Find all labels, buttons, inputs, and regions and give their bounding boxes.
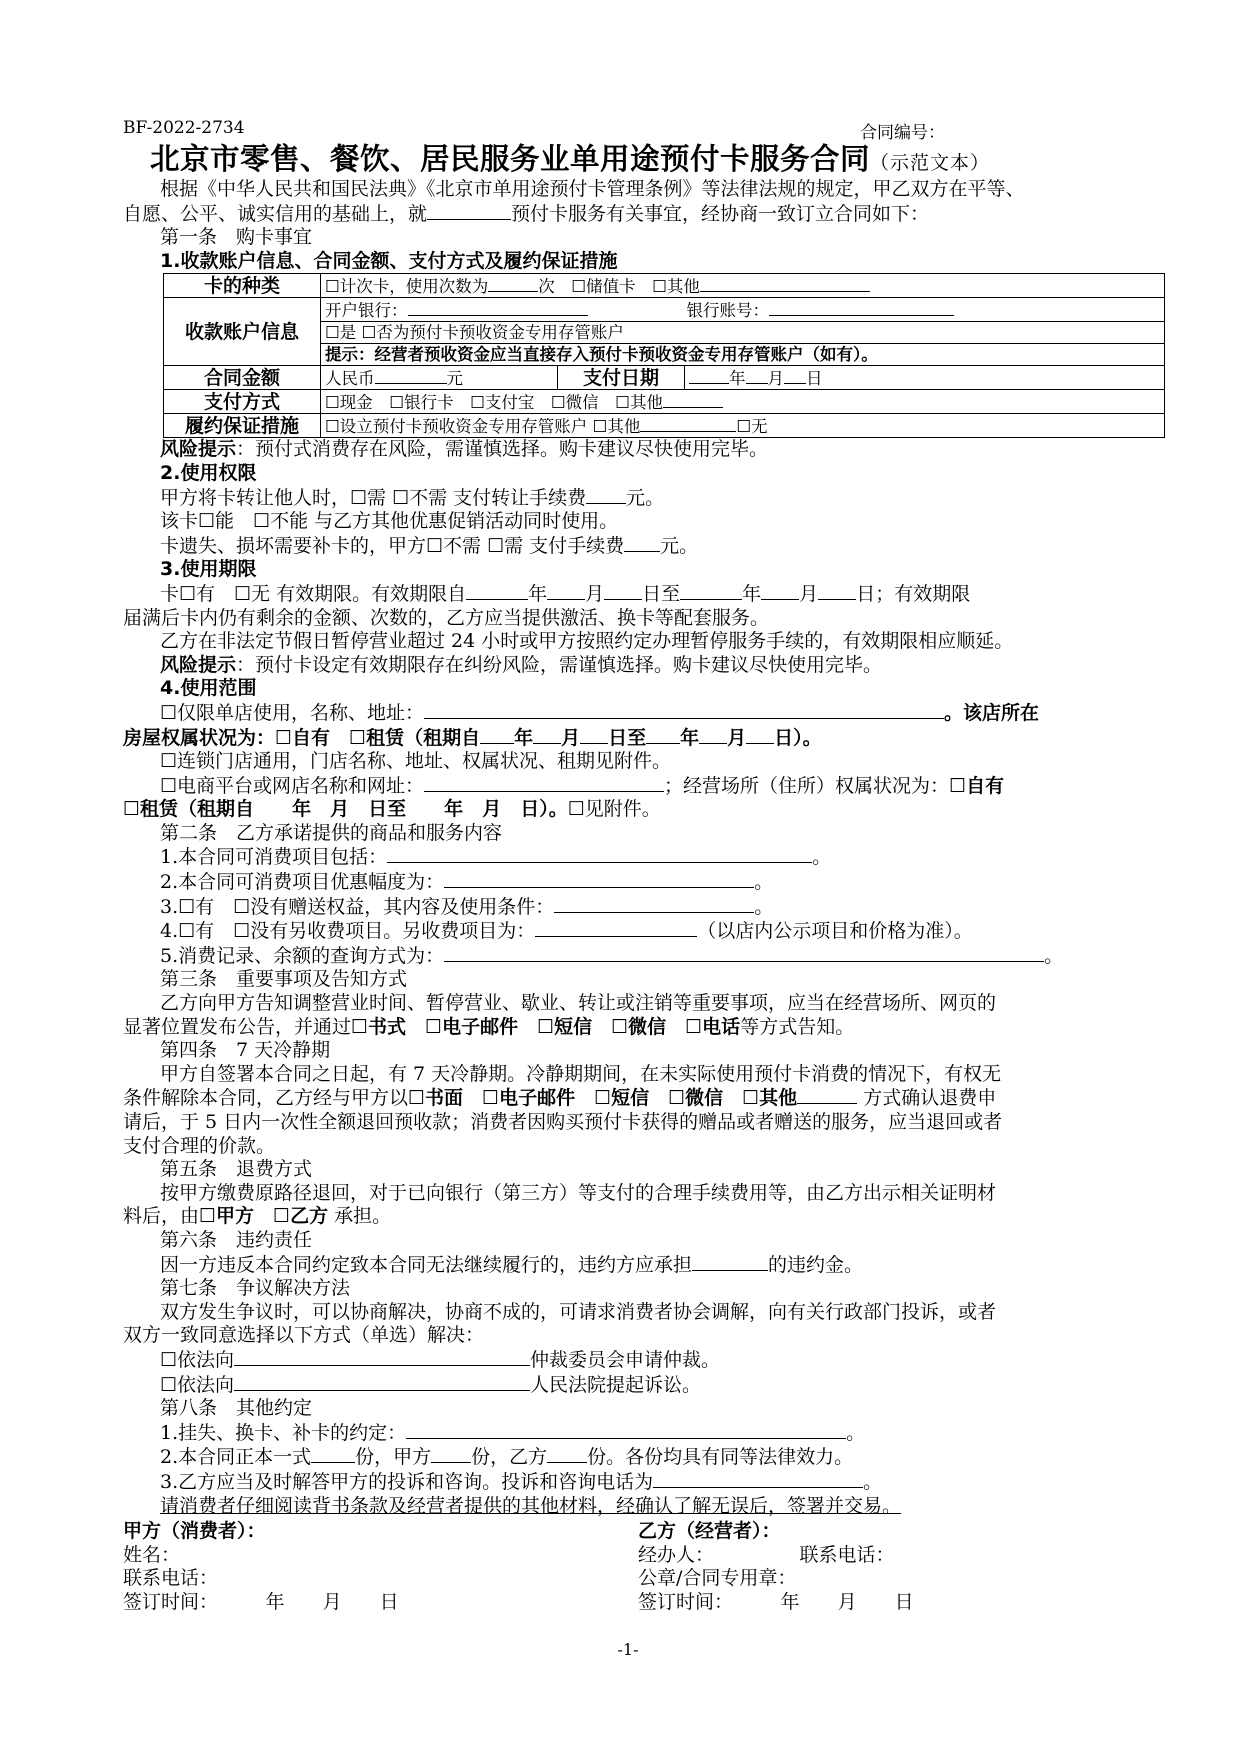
preamble-line-1: 根据《中华人民共和国民法典》《北京市单用途预付卡管理条例》等法律法规的规定，甲乙双方在平等、 (160, 178, 1025, 200)
pay-method-value: ☐现金 ☐银行卡 ☐支付宝 ☐微信 ☐其他 (321, 390, 1165, 414)
escrow-option: ☐是 ☐否为预付卡预收资金专用存管账户 (321, 322, 1165, 344)
title-sub: （示范文本） (870, 152, 991, 174)
consumer-notice: 请消费者仔细阅读背书条款及经营者提供的其他材料，经确认了解无误后，签署并交易。 (160, 1494, 902, 1517)
scope-line-3: ☐连锁门店通用，门店名称、地址、权属状况、租期见附件。 (160, 750, 672, 773)
usage-rule-2: 该卡☐能 ☐不能 与乙方其他优惠促销活动同时使用。 (160, 510, 619, 533)
scope-line-5: ☐租赁（租期自 年 月 日至 年 月 日）。☐见附件。 (123, 798, 661, 821)
party-a-name[interactable]: 姓名： (123, 1543, 181, 1566)
preamble-line-2: 自愿、公平、诚实信用的基础上，就 预付卡服务有关事宜，经协商一致订立合同如下： (123, 202, 930, 225)
blank-field[interactable] (554, 895, 754, 913)
amount-label: 合同金额 (164, 366, 321, 390)
amount-value: 人民币 元 (321, 366, 558, 390)
bank-name-field[interactable] (408, 298, 588, 316)
document-code: BF-2022-2734 (123, 118, 245, 138)
dispute-line-2: 双方一致同意选择以下方式（单选）解决： (123, 1324, 485, 1347)
cooling-line-3: 请后，于 5 日内一次性全额退回预收款；消费者因购买预付卡获得的赠品或者赠送的服务，应当退回或者 (123, 1111, 1003, 1133)
table-row (164, 298, 1165, 322)
party-a-date[interactable]: 签订时间： 年 月 日 (123, 1590, 399, 1613)
section-1-2-title: 2.使用权限 (160, 461, 257, 484)
blank-field[interactable] (480, 726, 514, 744)
card-type-label: 卡的种类 (164, 274, 321, 298)
service-item-3: 3.☐有 ☐没有赠送权益，其内容及使用条件： 。 (160, 895, 774, 918)
notice-line-1: 乙方向甲方告知调整营业时间、暂停营业、歇业、转让或注销等重要事项，应当在经营场所、网页的 (160, 992, 997, 1015)
blank-field[interactable] (406, 1421, 846, 1439)
blank-field[interactable] (424, 774, 664, 792)
party-a-signature (123, 1520, 399, 1614)
blank-field[interactable] (818, 582, 856, 600)
blank-field[interactable] (624, 534, 660, 552)
card-type-value: ☐计次卡，使用次数为 次 ☐储值卡 ☐其他 (321, 274, 1165, 298)
party-a-phone[interactable]: 联系电话： (123, 1567, 219, 1590)
dispute-line-1: 双方发生争议时，可以协商解决，协商不成的，可请求消费者协会调解，向有关行政部门投诉，或者 (160, 1300, 997, 1323)
payment-info-table (163, 273, 1165, 438)
amount-field[interactable] (375, 366, 447, 384)
guarantee-label: 履约保证措施 (164, 414, 321, 438)
dispute-option-1: ☐依法向 仲裁委员会申请仲裁。 (160, 1348, 721, 1371)
blank-field[interactable] (427, 202, 511, 220)
dispute-option-2: ☐依法向 人民法院提起诉讼。 (160, 1373, 702, 1396)
section-1-3-title: 3.使用期限 (160, 558, 257, 581)
bank-row: 开户银行： 银行账号： (321, 298, 1165, 322)
party-b-seal[interactable]: 公章/合同专用章： (638, 1567, 797, 1590)
validity-line-3: 乙方在非法定节假日暂停营业超过 24 小时或甲方按照约定办理暂停服务手续的，有效期限相应顺延。 (160, 630, 1014, 653)
table-row (164, 390, 1165, 414)
blank-field[interactable] (444, 870, 754, 888)
blank-field[interactable] (797, 1086, 857, 1104)
cooling-line-4: 支付合理的价款。 (123, 1134, 276, 1157)
service-item-2: 2.本合同可消费项目优惠幅度为： 。 (160, 871, 774, 894)
blank-field[interactable] (646, 726, 680, 744)
article-4-title: 第四条 7 天冷静期 (160, 1039, 331, 1062)
refund-line-2: 料后，由☐甲方 ☐乙方 承担。 (123, 1205, 392, 1228)
table-row (164, 414, 1165, 438)
table-row (164, 274, 1165, 298)
blank-field[interactable] (680, 582, 742, 600)
blank-field[interactable] (444, 944, 1044, 962)
usage-rule-1: 甲方将卡转让他人时，☐需 ☐不需 支付转让手续费 元。 (160, 486, 665, 509)
risk-tip-1: 风险提示：预付式消费存在风险，需谨慎选择。购卡建议尽快使用完毕。 (160, 438, 769, 461)
section-1-4-title: 4.使用范围 (160, 677, 257, 700)
section-1-1-title: 1.收款账户信息、合同金额、支付方式及履约保证措施 (160, 249, 618, 272)
blank-field[interactable] (640, 414, 736, 432)
notice-line-2: 显著位置发布公告，并通过☐书式 ☐电子邮件 ☐短信 ☐微信 ☐电话等方式告知。 (123, 1015, 855, 1038)
article-3-title: 第三条 重要事项及告知方式 (160, 968, 408, 991)
scope-line-1: ☐仅限单店使用，名称、地址： 。该店所在 (160, 701, 1040, 724)
blank-field[interactable] (311, 1445, 355, 1463)
party-b-title: 乙方（经营者）： (638, 1520, 781, 1543)
other-item-2: 2.本合同正本一式 份，甲方 份，乙方 份。各份均具有同等法律效力。 (160, 1446, 854, 1469)
blank-field[interactable] (699, 726, 727, 744)
contract-number-label: 合同编号： (860, 123, 945, 143)
blank-field[interactable] (547, 1445, 587, 1463)
blank-field[interactable] (488, 274, 538, 292)
other-item-1: 1.挂失、换卡、补卡的约定： 。 (160, 1421, 866, 1444)
table-row (164, 366, 1165, 390)
blank-field[interactable] (700, 274, 870, 292)
document-title (150, 140, 1133, 178)
blank-field[interactable] (689, 366, 729, 384)
article-8-title: 第八条 其他约定 (160, 1397, 313, 1420)
validity-line-2: 届满后卡内仍有剩余的金额、次数的，乙方应当提供激活、换卡等配套服务。 (123, 606, 770, 629)
party-a-title: 甲方（消费者）： (123, 1520, 266, 1543)
blank-field[interactable] (580, 726, 608, 744)
blank-field[interactable] (746, 726, 774, 744)
service-item-4: 4.☐有 ☐没有另收费项目。另收费项目为： （以店内公示项目和价格为准）。 (160, 920, 973, 943)
blank-field[interactable] (387, 845, 812, 863)
validity-line-1: 卡☐有 ☐无 有效期限。有效期限自 年 月 日至 年 月 日；有效期限 (160, 582, 971, 605)
liability-line: 因一方违反本合同约定致本合同无法继续履行的，违约方应承担 的违约金。 (160, 1253, 864, 1276)
blank-field[interactable] (234, 1348, 530, 1366)
blank-field[interactable] (466, 582, 528, 600)
blank-field[interactable] (663, 390, 723, 408)
pay-date-label: 支付日期 (558, 366, 685, 390)
blank-field[interactable] (533, 726, 561, 744)
party-b-agent-row[interactable]: 经办人： 联系电话： (638, 1543, 895, 1566)
blank-field[interactable] (784, 366, 806, 384)
article-6-title: 第六条 违约责任 (160, 1228, 313, 1251)
signature-block (123, 1520, 1133, 1638)
article-2-title: 第二条 乙方承诺提供的商品和服务内容 (160, 821, 503, 844)
header (123, 118, 1133, 143)
article-5-title: 第五条 退费方式 (160, 1158, 313, 1181)
blank-field[interactable] (761, 582, 799, 600)
pay-date-value: 年 月 日 (685, 366, 1165, 390)
blank-field[interactable] (653, 1470, 863, 1488)
other-item-3: 3.乙方应当及时解答甲方的投诉和咨询。投诉和咨询电话为 。 (160, 1470, 883, 1493)
blank-field[interactable] (431, 1445, 471, 1463)
guarantee-value: ☐设立预付卡预收资金专用存管账户 ☐其他 ☐无 (321, 414, 1165, 438)
service-item-1: 1.本合同可消费项目包括： 。 (160, 846, 832, 869)
account-number-field[interactable] (769, 298, 954, 316)
page-number: -1- (617, 1640, 639, 1660)
blank-field[interactable] (604, 582, 642, 600)
blank-field[interactable] (692, 1253, 768, 1271)
usage-rule-3: 卡遗失、损坏需要补卡的，甲方☐不需 ☐需 支付手续费 元。 (160, 534, 699, 557)
blank-field[interactable] (746, 366, 768, 384)
blank-field[interactable] (547, 582, 585, 600)
title-main: 北京市零售、餐饮、居民服务业单用途预付卡服务合同 (150, 142, 871, 176)
article-7-title: 第七条 争议解决方法 (160, 1277, 351, 1300)
blank-field[interactable] (535, 919, 697, 937)
refund-line-1: 按甲方缴费原路径退回，对于已向银行（第三方）等支付的合理手续费用等，由乙方出示相关证明材 (160, 1181, 997, 1204)
service-item-5: 5.消费记录、余额的查询方式为： 。 (160, 944, 1064, 967)
escrow-tip: 提示：经营者预收资金应当直接存入预付卡预收资金专用存管账户（如有）。 (321, 344, 1165, 366)
cooling-line-2: 条件解除本合同，乙方经与甲方以☐书面 ☐电子邮件 ☐短信 ☐微信 ☐其他 方式确认退费申 (123, 1087, 997, 1110)
risk-tip-2: 风险提示：预付卡设定有效期限存在纠纷风险，需谨慎选择。购卡建议尽快使用完毕。 (160, 653, 883, 676)
contract-page (123, 118, 1133, 1659)
scope-line-4: ☐电商平台或网店名称和网址： ；经营场所（住所）权属状况为：☐自有 (160, 774, 1005, 797)
cooling-line-1: 甲方自签署本合同之日起，有 7 天冷静期。冷静期期间，在未实际使用预付卡消费的情况下，有权无 (160, 1062, 1002, 1085)
blank-field[interactable] (586, 486, 626, 504)
account-info-label: 收款账户信息 (164, 298, 321, 366)
party-b-date[interactable]: 签订时间： 年 月 日 (638, 1590, 914, 1613)
blank-field[interactable] (234, 1373, 530, 1391)
pay-method-label: 支付方式 (164, 390, 321, 414)
party-b-signature (638, 1520, 914, 1614)
blank-field[interactable] (424, 701, 944, 719)
article-1-title: 第一条 购卡事宜 (160, 226, 313, 249)
scope-line-2: 房屋权属状况为：☐自有 ☐租赁（租期自 年 月 日至 年 月 日）。 (123, 726, 822, 749)
